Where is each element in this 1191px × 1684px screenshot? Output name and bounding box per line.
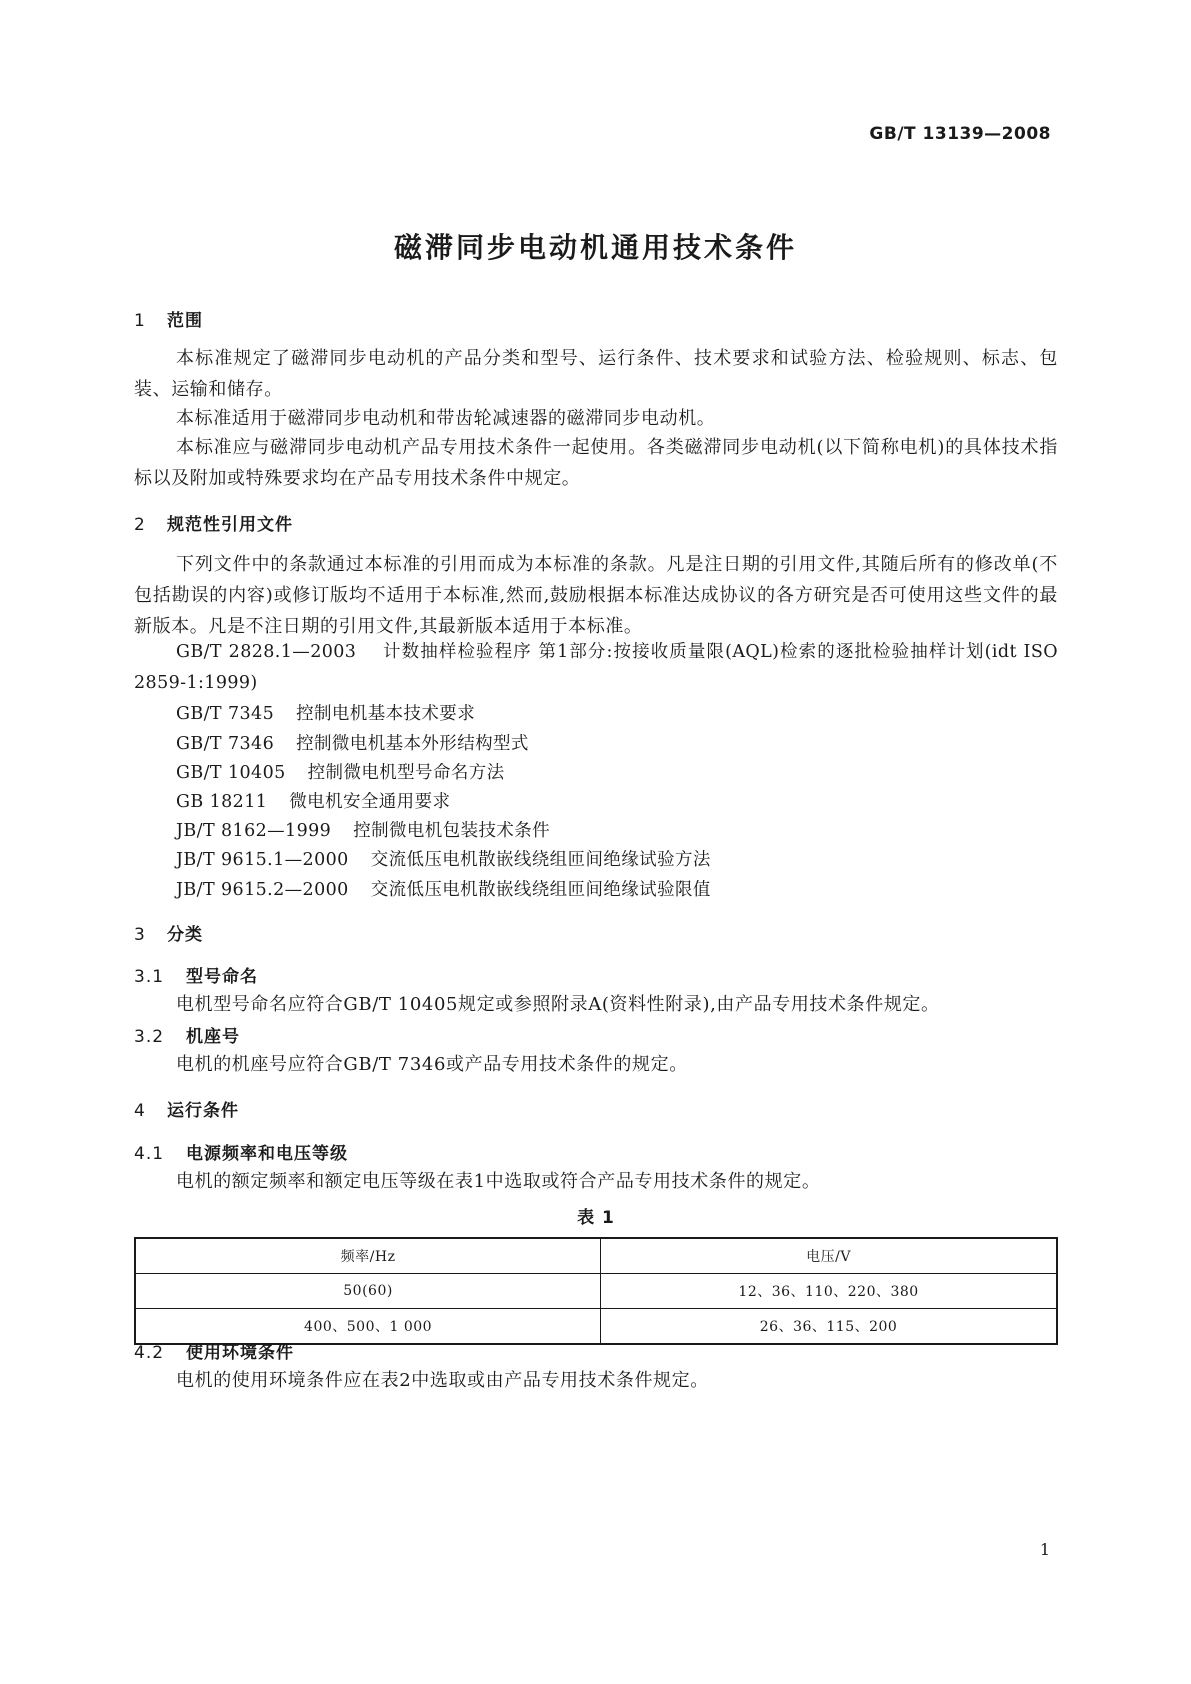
- paragraph: 电机型号命名应符合GB/T 10405规定或参照附录A(资料性附录),由产品专用技术条件规定。: [176, 994, 940, 1015]
- paragraph: 本标准适用于磁滞同步电动机和带齿轮减速器的磁滞同步电动机。: [176, 408, 716, 429]
- reference-item: [176, 817, 550, 842]
- reference-code: GB/T 10405: [176, 763, 286, 783]
- paragraph: 电机的额定频率和额定电压等级在表1中选取或符合产品专用技术条件的规定。: [176, 1171, 821, 1192]
- reference-item: [176, 788, 450, 813]
- reference-code: GB/T 2828.1—2003: [176, 642, 357, 662]
- section-number: 4: [134, 1101, 146, 1121]
- reference-title: 交流低压电机散嵌线绕组匝间绝缘试验限值: [370, 880, 711, 900]
- reference-title: 控制微电机包装技术条件: [353, 821, 551, 841]
- table-cell: 26、36、115、200: [601, 1309, 1057, 1345]
- subsection-title: 型号命名: [186, 967, 258, 987]
- section-3-heading: [134, 920, 203, 945]
- subsection-title: 使用环境条件: [186, 1343, 294, 1363]
- section-title: 范围: [167, 311, 203, 331]
- reference-code: GB/T 7346: [176, 734, 275, 754]
- subsection-number: 3.1: [134, 967, 165, 987]
- reference-title: 控制微电机基本外形结构型式: [296, 734, 529, 754]
- reference-item: [176, 730, 529, 755]
- paragraph: 本标准规定了磁滞同步电动机的产品分类和型号、运行条件、技术要求和试验方法、检验规则、标志、包装、运输和储存。: [134, 348, 1058, 400]
- subsection-number: 3.2: [134, 1027, 165, 1047]
- subsection-title: 电源频率和电压等级: [186, 1144, 348, 1164]
- section-title: 运行条件: [167, 1101, 239, 1121]
- table-1: [134, 1237, 1058, 1345]
- table-header-row: [135, 1238, 1057, 1274]
- table-header-cell: 电压/V: [601, 1238, 1057, 1274]
- reference-title: 控制电机基本技术要求: [296, 704, 476, 724]
- table-row: [135, 1274, 1057, 1309]
- subsection-number: 4.2: [134, 1343, 165, 1363]
- reference-code: GB 18211: [176, 792, 268, 812]
- section-number: 1: [134, 311, 146, 331]
- reference-item: [176, 759, 505, 784]
- reference-item: [176, 700, 475, 725]
- reference-code: GB/T 7345: [176, 704, 275, 724]
- table-cell: 50(60): [135, 1274, 601, 1309]
- reference-item: [134, 637, 1058, 699]
- section-title: 规范性引用文件: [167, 515, 293, 535]
- subsection-4-1-heading: [134, 1139, 348, 1164]
- reference-title: 计数抽样检验程序 第1部分:按接收质量限(AQL)检索的逐批检验抽样计划(idt ISO 2859-1:1999): [134, 642, 1059, 693]
- subsection-number: 4.1: [134, 1144, 165, 1164]
- reference-title: 交流低压电机散嵌线绕组匝间绝缘试验方法: [370, 850, 711, 870]
- subsection-3-2-heading: [134, 1022, 240, 1047]
- section-4-heading: [134, 1096, 239, 1121]
- table-caption: 表 1: [577, 1208, 615, 1228]
- reference-code: JB/T 8162—1999: [176, 821, 332, 841]
- table-cell: 400、500、1 000: [135, 1309, 601, 1345]
- reference-title: 控制微电机型号命名方法: [307, 763, 505, 783]
- section-1-heading: [134, 306, 203, 331]
- paragraph: 本标准应与磁滞同步电动机产品专用技术条件一起使用。各类磁滞同步电动机(以下简称电机)的具体技术指标以及附加或特殊要求均在产品专用技术条件中规定。: [134, 437, 1058, 489]
- document-title: 磁滞同步电动机通用技术条件: [393, 231, 797, 264]
- table-cell: 12、36、110、220、380: [601, 1274, 1057, 1309]
- subsection-title: 机座号: [186, 1027, 240, 1047]
- subsection-3-1-heading: [134, 962, 258, 987]
- reference-code: JB/T 9615.1—2000: [176, 850, 349, 870]
- reference-title: 微电机安全通用要求: [289, 792, 451, 812]
- paragraph: 电机的使用环境条件应在表2中选取或由产品专用技术条件规定。: [176, 1370, 709, 1391]
- paragraph: 电机的机座号应符合GB/T 7346或产品专用技术条件的规定。: [176, 1054, 688, 1075]
- paragraph: 下列文件中的条款通过本标准的引用而成为本标准的条款。凡是注日期的引用文件,其随后所有的修改单(不包括勘误的内容)或修订版均不适用于本标准,然而,鼓励根据本标准达成协议的各方研究是否可使用这些文件的最新版本。凡是不注日期的引用文件,其最新版本适用于本标准。: [134, 554, 1058, 637]
- standard-code: GB/T 13139—2008: [869, 124, 1051, 144]
- subsection-4-2-heading: [134, 1338, 294, 1363]
- reference-item: [176, 846, 711, 871]
- reference-item: [176, 876, 711, 901]
- section-2-heading: [134, 510, 293, 535]
- section-number: 3: [134, 925, 146, 945]
- section-number: 2: [134, 515, 146, 535]
- page-number: 1: [1039, 1540, 1050, 1559]
- table-header-cell: 频率/Hz: [135, 1238, 601, 1274]
- section-title: 分类: [167, 925, 203, 945]
- reference-code: JB/T 9615.2—2000: [176, 880, 349, 900]
